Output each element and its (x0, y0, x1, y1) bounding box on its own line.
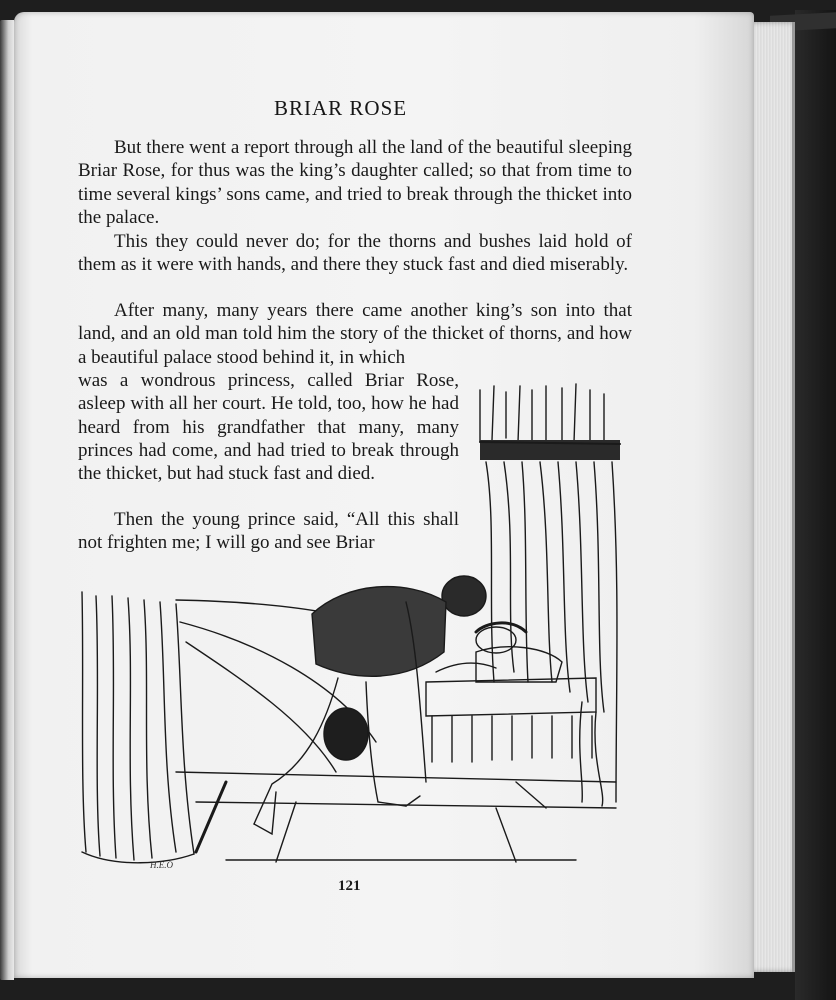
page-number: 121 (338, 878, 361, 894)
book-binding-right (795, 10, 836, 1000)
paragraph-2: This they could never do; for the thorns and bushes laid hold of them as it were with hands, and there they stuck fast and died miserably. (78, 231, 632, 276)
floor-tiles (176, 772, 616, 862)
illustrator-signature: H.E.O (150, 860, 173, 870)
book-cover-left-edge (0, 20, 14, 980)
bed-canopy (480, 384, 620, 460)
paragraph-4: Then the young prince said, “All this shall not frighten me; I will go and see Briar (78, 509, 459, 554)
paragraph-3-full-width: After many, many years there came another king’s son into that land, and an old man told him the story of the thicket of thorns, and how a beautiful palace stood behind it, in which (78, 300, 632, 368)
left-curtain (82, 592, 194, 863)
prince-and-princess-illustration (76, 382, 628, 872)
paragraph-3-wrapped: was a wondrous princess, called Briar Rose, asleep with all her court. He told, too, how he had heard from his grandfather that many, many princes had come, and had tried to break through the thicket, but had stuck fast and died. (78, 370, 459, 485)
running-head: BRIAR ROSE (274, 96, 408, 120)
paragraph-1: But there went a report through all the land of the beautiful sleeping Briar Rose, for thus was the king’s daughter called; so that from time to time several kings’ sons came, and tried to break through the thicket into the palace. (78, 137, 632, 228)
prince (254, 576, 486, 834)
